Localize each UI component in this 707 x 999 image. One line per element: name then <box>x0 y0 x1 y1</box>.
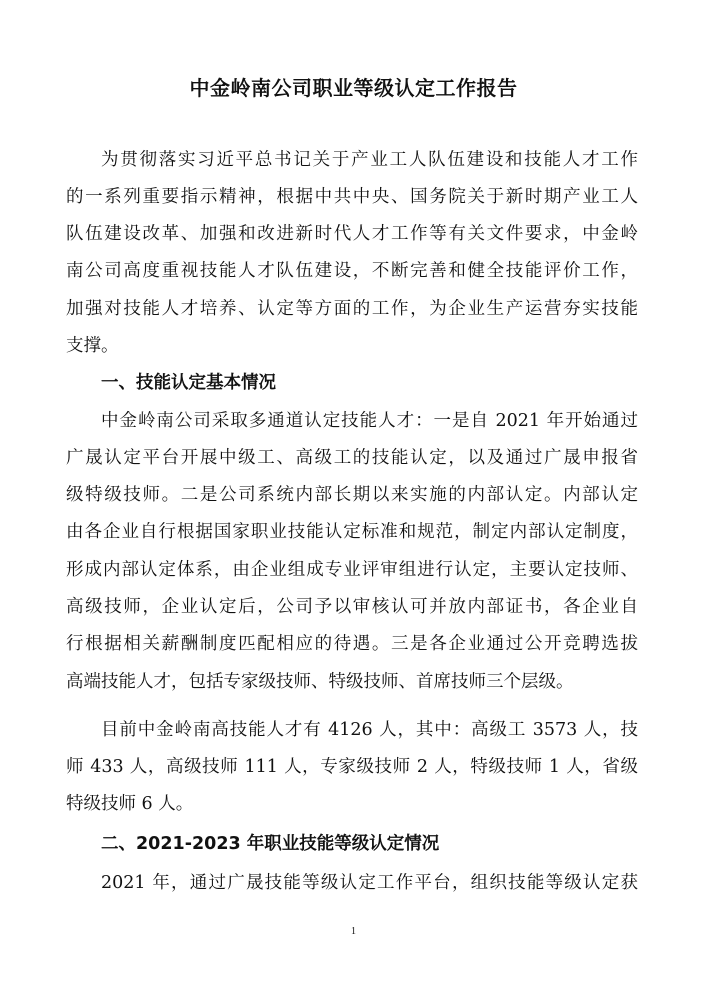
paragraph-line: 中金岭南公司采取多通道认定技能人才：一是自 2021 年开始通过 <box>101 411 638 431</box>
paragraph-line: 由各企业自行根据国家职业技能认定标准和规范，制定内部认定制度， <box>66 522 638 542</box>
paragraph-line: 队伍建设改革、加强和改进新时代人才工作等有关文件要求，中金岭 <box>66 224 638 244</box>
paragraph-line: 广晟认定平台开展中级工、高级工的技能认定，以及通过广晟申报省 <box>66 448 638 468</box>
paragraph-line: 加强对技能人才培养、认定等方面的工作，为企业生产运营夯实技能 <box>66 299 638 319</box>
paragraph-line: 级特级技师。二是公司系统内部长期以来实施的内部认定。内部认定 <box>66 485 638 505</box>
paragraph-line: 高端技能人才，包括专家级技师、特级技师、首席技师三个层级。 <box>66 672 574 692</box>
paragraph-line: 行根据相关薪酬制度匹配相应的待遇。三是各企业通过公开竞聘选拔 <box>66 634 638 654</box>
paragraph-line: 的一系列重要指示精神，根据中共中央、国务院关于新时期产业工人 <box>66 187 638 207</box>
paragraph-line: 南公司高度重视技能人才队伍建设，不断完善和健全技能评价工作， <box>66 261 638 281</box>
section-heading: 二、2021-2023 年职业技能等级认定情况 <box>101 834 440 854</box>
paragraph-line: 2021 年，通过广晟技能等级认定工作平台，组织技能等级认定获 <box>101 873 638 893</box>
section-heading: 一、技能认定基本情况 <box>101 373 276 393</box>
document-title: 中金岭南公司职业等级认定工作报告 <box>189 76 518 100</box>
paragraph-line: 目前中金岭南高技能人才有 4126 人，其中：高级工 3573 人，技 <box>101 720 638 740</box>
paragraph-line: 师 433 人，高级技师 111 人，专家级技师 2 人，特级技师 1 人，省级 <box>66 757 638 777</box>
paragraph-line: 高级技师，企业认定后，公司予以审核认可并放内部证书，各企业自 <box>66 597 638 617</box>
paragraph-line: 形成内部认定体系，由企业组成专业评审组进行认定，主要认定技师、 <box>66 560 638 580</box>
page-number: 1 <box>351 926 356 937</box>
paragraph-line: 特级技师 6 人。 <box>66 794 194 814</box>
paragraph-line: 为贯彻落实习近平总书记关于产业工人队伍建设和技能人才工作 <box>101 150 638 170</box>
paragraph-line: 支撑。 <box>66 336 119 356</box>
